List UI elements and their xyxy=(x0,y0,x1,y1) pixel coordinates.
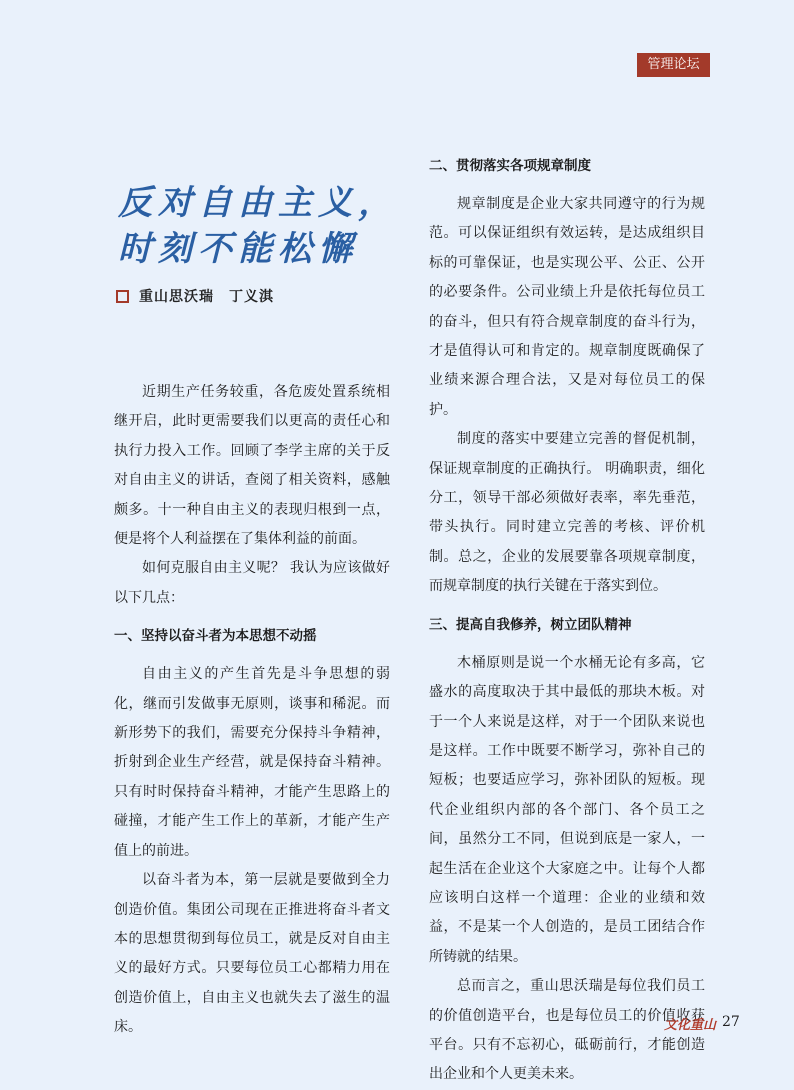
section-heading-2: 二、贯彻落实各项规章制度 xyxy=(429,158,591,174)
intro-paragraph-2: 如何克服自由主义呢？ 我认为应该做好以下几点： xyxy=(114,560,390,606)
magazine-brand: 文化重山 xyxy=(664,1018,717,1033)
byline xyxy=(116,286,274,306)
intro-paragraph-1: 近期生产任务较重，各危废处置系统相继开启，此时更需要我们以更高的责任心和执行力投入工作。回顾了李学主席的关于反对自由主义的讲话，查阅了相关资料，感触颇多。十一种自由主义的表现归根到一点，便是将个人利益摆在了集体利益的前面。 xyxy=(114,384,390,548)
author-name: 重山思沃瑞 丁义淇 xyxy=(139,289,274,305)
section-heading-3: 三、提高自我修养，树立团队精神 xyxy=(429,616,632,633)
section-2-paragraph-2: 制度的落实中要建立完善的督促机制，保证规章制度的正确执行。 明确职责，细化分工，领导干部必须做好表率，率先垂范，带头执行。同时建立完善的考核、评价机制。总之，企业的发展要靠各项规章制度，而规章制度的执行关键在于落实到位。 xyxy=(429,431,705,595)
section-heading-1: 一、坚持以奋斗者为本思想不动摇 xyxy=(114,628,317,645)
section-1-paragraph-1: 自由主义的产生首先是斗争思想的弱化，继而引发做事无原则，谈事和稀泥。而新形势下的我们，需要充分保持斗争精神，折射到企业生产经营，就是保持奋斗精神。只有时时保持奋斗精神，才能产生思路上的碰撞，才能产生工作上的革新，才能产生产值上的前进。 xyxy=(114,666,390,859)
section-1-paragraph-2: 以奋斗者为本，第一层就是要做到全力创造价值。集团公司现在正推进将奋斗者文本的思想贯彻到每位员工，就是反对自由主义的最好方式。只要每位员工心都精力用在创造价值上，自由主义也就失去了滋生的温床。 xyxy=(114,872,390,1036)
right-column xyxy=(429,152,705,1090)
article-title xyxy=(118,180,408,272)
title-line-2: 时刻不能松懈 xyxy=(118,229,358,269)
title-line-1: 反对自由主义， xyxy=(118,183,398,223)
square-bullet-icon xyxy=(116,290,129,303)
section-2-paragraph-1: 规章制度是企业大家共同遵守的行为规范。可以保证组织有效运转，是达成组织目标的可靠保证，也是实现公平、公正、公开的必要条件。公司业绩上升是依托每位员工的奋斗，但只有符合规章制度的奋斗行为，才是值得认可和肯定的。规章制度既确保了业绩来源合理合法，又是对每位员工的保护。 xyxy=(429,196,705,418)
section-tag: 管理论坛 xyxy=(637,53,710,77)
section-3-paragraph-1: 木桶原则是说一个水桶无论有多高，它盛水的高度取决于其中最低的那块木板。对于一个人来说是这样，对于一个团队来说也是这样。工作中既要不断学习，弥补自己的短板；也要适应学习，弥补团队的短板。现代企业组织内部的各个部门、各个员工之间，虽然分工不同，但说到底是一家人，一起生活在企业这个大家庭之中。让每个人都应该明白这样一个道理：企业的业绩和效益，不是某一个人创造的，是员工团结合作所铸就的结果。 xyxy=(429,654,705,965)
page-number: 27 xyxy=(722,1014,740,1030)
section-3-paragraph-2: 总而言之，重山思沃瑞是每位我们员工的价值创造平台，也是每位员工的价值收获平台。只有不忘初心，砥砺前行，才能创造出企业和个人更美未来。 xyxy=(429,978,705,1083)
left-column xyxy=(114,378,390,1043)
